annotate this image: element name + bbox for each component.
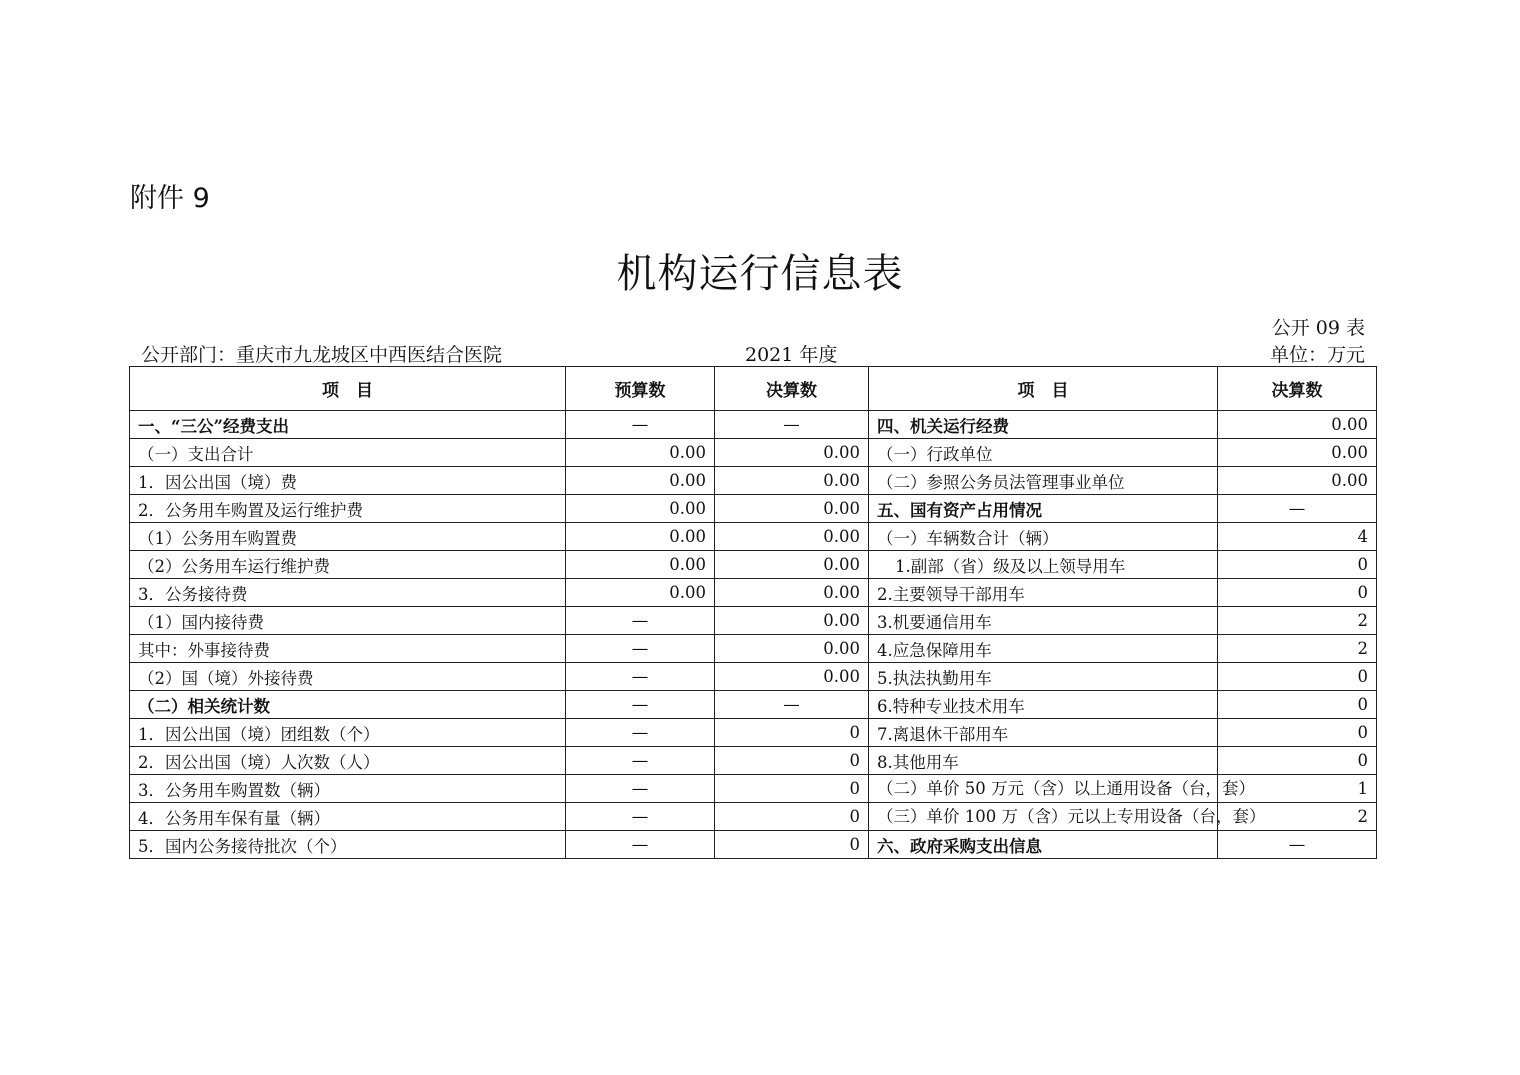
row-final-left: 0.00 (715, 635, 869, 663)
row-budget: 0.00 (566, 439, 715, 467)
row-final-left: 0 (715, 803, 869, 831)
row-item-left: （1）公务用车购置费 (130, 523, 566, 551)
row-final-left: — (715, 411, 869, 439)
table-row (130, 495, 1377, 523)
row-final-left: 0 (715, 747, 869, 775)
table-row (130, 663, 1377, 691)
row-budget: — (566, 747, 715, 775)
row-budget: 0.00 (566, 523, 715, 551)
row-final-right: 0 (1218, 691, 1377, 719)
header-final-left: 决算数 (715, 367, 869, 411)
row-budget: — (566, 775, 715, 803)
row-final-right: 4 (1218, 523, 1377, 551)
row-final-right: 0 (1218, 747, 1377, 775)
row-final-right: 2 (1218, 607, 1377, 635)
header-item-right: 项 目 (869, 367, 1218, 411)
table-row (130, 803, 1377, 831)
row-item-right: （三）单价 100 万（含）元以上专用设备（台，套） (869, 803, 1218, 831)
row-final-right: 2 (1218, 635, 1377, 663)
row-final-left: 0 (715, 831, 869, 859)
row-budget: 0.00 (566, 579, 715, 607)
department-label: 公开部门：重庆市九龙坡区中西医结合医院 (141, 344, 503, 366)
table-row (130, 719, 1377, 747)
info-table (129, 366, 1377, 859)
row-item-right: 2.主要领导干部用车 (869, 579, 1218, 607)
row-item-left: 3．公务接待费 (130, 579, 566, 607)
row-item-right: 8.其他用车 (869, 747, 1218, 775)
row-item-right: （一）车辆数合计（辆） (869, 523, 1218, 551)
table-row (130, 635, 1377, 663)
row-item-right: 六、政府采购支出信息 (869, 831, 1218, 859)
row-item-left: 3．公务用车购置数（辆） (130, 775, 566, 803)
row-item-right: （二）单价 50 万元（含）以上通用设备（台，套） (869, 775, 1218, 803)
row-final-left: 0 (715, 775, 869, 803)
row-budget: — (566, 831, 715, 859)
row-budget: — (566, 607, 715, 635)
table-row (130, 831, 1377, 859)
row-item-right: 7.离退休干部用车 (869, 719, 1218, 747)
row-item-right: 6.特种专业技术用车 (869, 691, 1218, 719)
row-final-right: 2 (1218, 803, 1377, 831)
row-final-left: 0 (715, 719, 869, 747)
row-final-left: 0.00 (715, 467, 869, 495)
row-budget: — (566, 719, 715, 747)
table-header-row (130, 367, 1377, 411)
row-final-right: 0 (1218, 551, 1377, 579)
row-item-left: （2）公务用车运行维护费 (130, 551, 566, 579)
row-item-right: 1.副部（省）级及以上领导用车 (869, 551, 1218, 579)
row-final-left: 0.00 (715, 551, 869, 579)
attachment-label: 附件 9 (130, 183, 210, 214)
row-final-right: 0 (1218, 579, 1377, 607)
row-item-right: 3.机要通信用车 (869, 607, 1218, 635)
fiscal-year: 2021 年度 (745, 344, 838, 366)
unit-label: 单位：万元 (1269, 344, 1365, 366)
row-item-left: 2．因公出国（境）人次数（人） (130, 747, 566, 775)
row-item-right: 4.应急保障用车 (869, 635, 1218, 663)
table-row (130, 607, 1377, 635)
row-item-left: 5．国内公务接待批次（个） (130, 831, 566, 859)
row-budget: 0.00 (566, 495, 715, 523)
row-final-left: 0.00 (715, 523, 869, 551)
row-final-left: 0.00 (715, 579, 869, 607)
row-item-left: 4．公务用车保有量（辆） (130, 803, 566, 831)
table-row (130, 551, 1377, 579)
table-row (130, 467, 1377, 495)
table-row (130, 579, 1377, 607)
form-number: 公开 09 表 (1271, 317, 1365, 339)
row-final-right: 0.00 (1218, 439, 1377, 467)
row-item-left: 1．因公出国（境）费 (130, 467, 566, 495)
row-final-left: 0.00 (715, 495, 869, 523)
row-item-left: （一）支出合计 (130, 439, 566, 467)
row-final-right: — (1218, 495, 1377, 523)
row-final-right: 0.00 (1218, 411, 1377, 439)
row-item-right: 5.执法执勤用车 (869, 663, 1218, 691)
row-budget: 0.00 (566, 467, 715, 495)
row-budget: — (566, 411, 715, 439)
row-item-right: （一）行政单位 (869, 439, 1218, 467)
row-final-right: 0 (1218, 719, 1377, 747)
table-row (130, 691, 1377, 719)
row-item-right: （二）参照公务员法管理事业单位 (869, 467, 1218, 495)
row-final-left: 0.00 (715, 663, 869, 691)
row-budget: — (566, 663, 715, 691)
table-row (130, 523, 1377, 551)
table-row (130, 439, 1377, 467)
row-item-left: 一、“三公”经费支出 (130, 411, 566, 439)
row-item-left: （2）国（境）外接待费 (130, 663, 566, 691)
header-final-right: 决算数 (1218, 367, 1377, 411)
page-title: 机构运行信息表 (616, 251, 904, 297)
row-final-right: 0.00 (1218, 467, 1377, 495)
row-final-right: 1 (1218, 775, 1377, 803)
row-item-right: 五、国有资产占用情况 (869, 495, 1218, 523)
row-item-left: 2．公务用车购置及运行维护费 (130, 495, 566, 523)
row-item-left: （1）国内接待费 (130, 607, 566, 635)
row-final-right: — (1218, 831, 1377, 859)
row-final-left: 0.00 (715, 439, 869, 467)
row-budget: 0.00 (566, 551, 715, 579)
row-final-left: 0.00 (715, 607, 869, 635)
header-budget: 预算数 (566, 367, 715, 411)
row-final-right: 0 (1218, 663, 1377, 691)
row-budget: — (566, 803, 715, 831)
table-row (130, 747, 1377, 775)
row-item-right: 四、机关运行经费 (869, 411, 1218, 439)
row-budget: — (566, 635, 715, 663)
row-item-left: 其中：外事接待费 (130, 635, 566, 663)
row-budget: — (566, 691, 715, 719)
table-row (130, 411, 1377, 439)
row-item-left: （二）相关统计数 (130, 691, 566, 719)
row-final-left: — (715, 691, 869, 719)
table-row (130, 775, 1377, 803)
row-item-left: 1．因公出国（境）团组数（个） (130, 719, 566, 747)
header-item-left: 项 目 (130, 367, 566, 411)
